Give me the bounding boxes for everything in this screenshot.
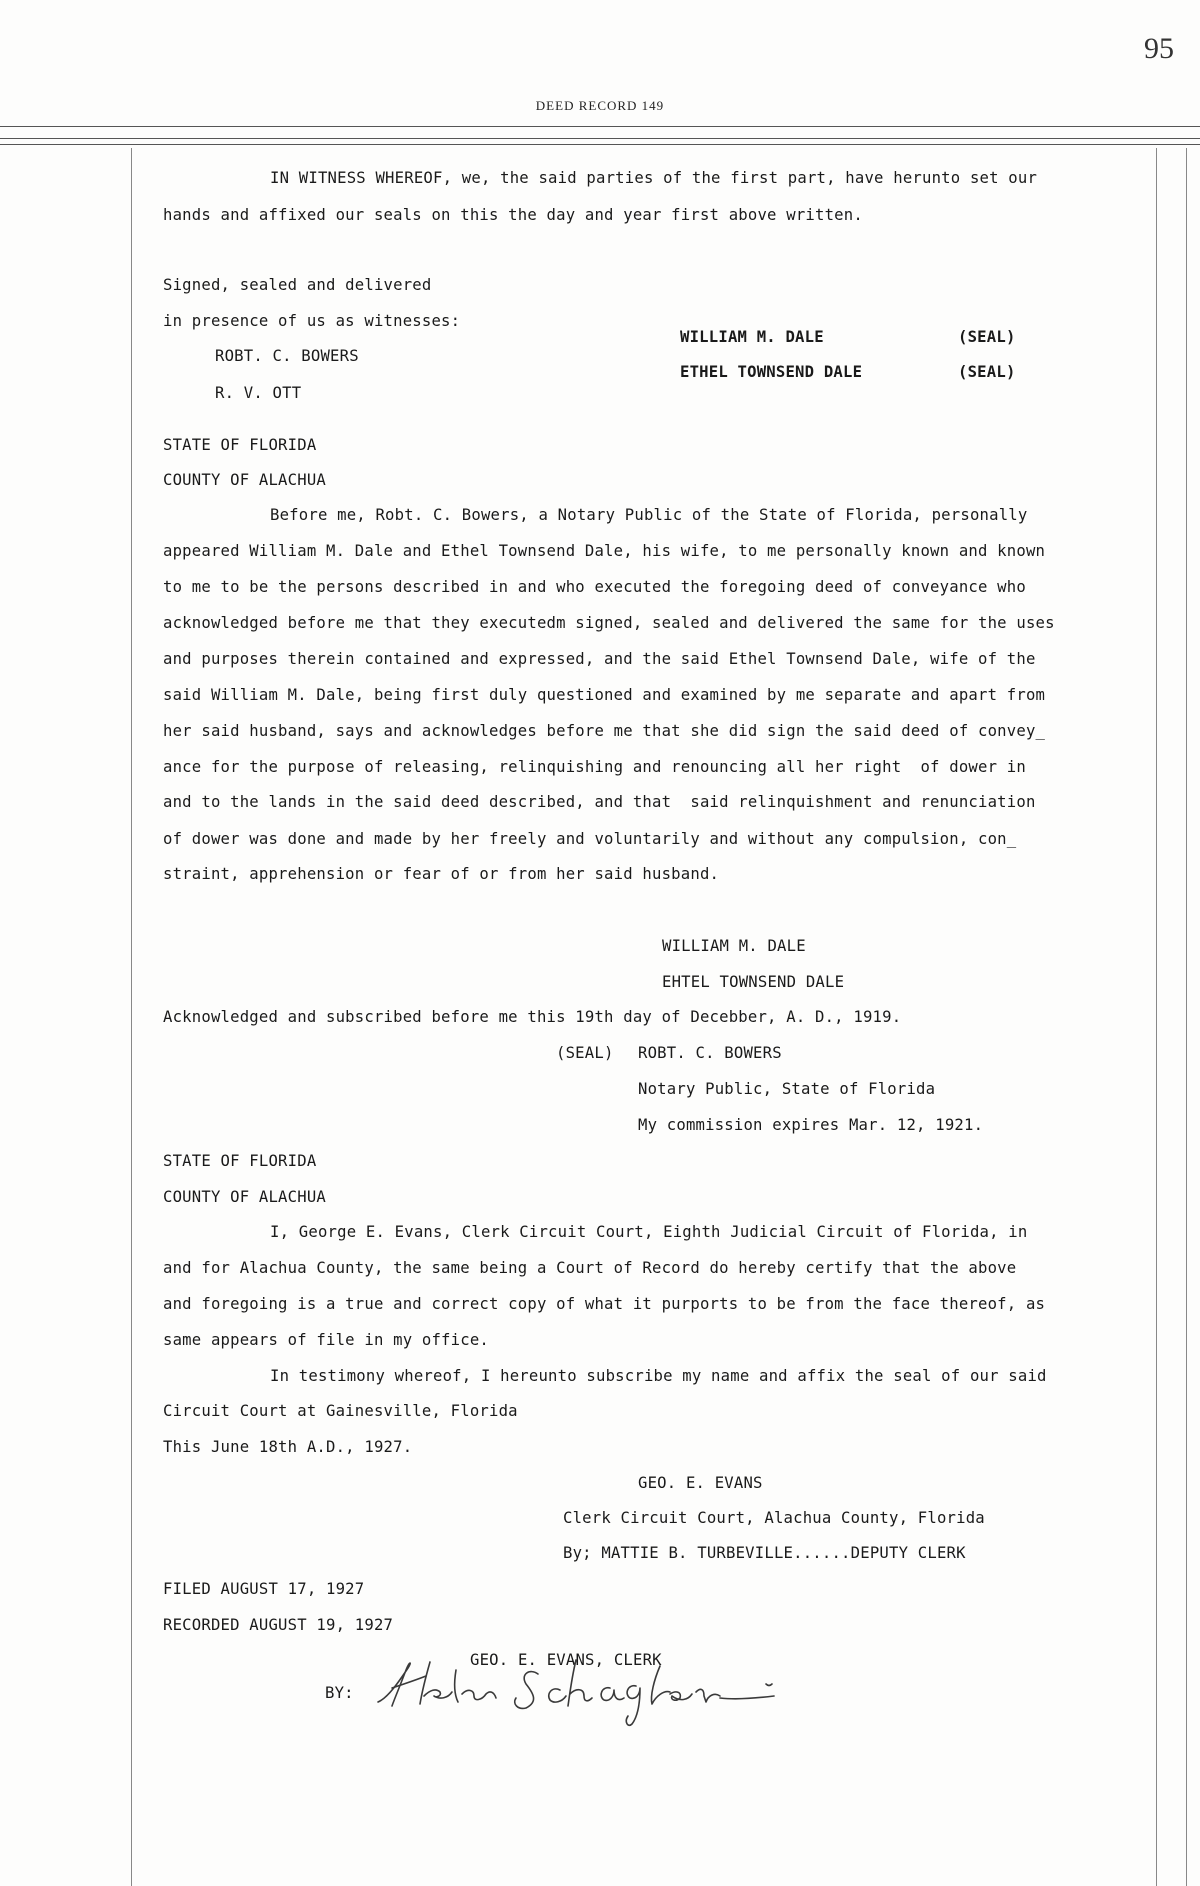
right-margin-line [1156,148,1157,1886]
attestation-line-1: Signed, sealed and delivered [163,276,432,294]
header-rule-top [0,126,1200,127]
ack-signer-1: WILLIAM M. DALE [662,937,806,955]
recorded-date: RECORDED AUGUST 19, 1927 [163,1616,394,1634]
ack-body-line: ance for the purpose of releasing, relinquishing and renouncing all her right of dower in [163,758,1026,776]
attestation-line-2: in presence of us as witnesses: [163,312,461,330]
clerk-title: Clerk Circuit Court, Alachua County, Florida [563,1509,985,1527]
notary-seal: (SEAL) [556,1044,614,1062]
ack-subscribed: Acknowledged and subscribed before me this 19th day of Decebber, A. D., 1919. [163,1008,902,1026]
cert-testimony-line: In testimony whereof, I hereunto subscribe my name and affix the seal of our said [270,1367,1047,1385]
running-head: DEED RECORD 149 [535,98,665,113]
testimonium-line-1: IN WITNESS WHEREOF, we, the said parties of the first part, have herunto set our [270,169,1038,187]
filing-clerk: GEO. E. EVANS, CLERK [470,1651,662,1669]
cert-body-line: same appears of file in my office. [163,1331,489,1349]
grantor-1-seal: (SEAL) [958,328,1016,346]
cert-body-line: and for Alachua County, the same being a Court of Record do hereby certify that the above [163,1259,1017,1277]
ack-body-line: to me to be the persons described in and who executed the foregoing deed of conveyance who [163,578,1026,596]
ack-signer-2: EHTEL TOWNSEND DALE [662,973,845,991]
ack-body-line: and to the lands in the said deed described, and that said relinquishment and renunciation [163,793,1036,811]
ack-body-line: straint, apprehension or fear of or from her said husband. [163,865,720,883]
clerk-name: GEO. E. EVANS [638,1474,763,1492]
filed-date: FILED AUGUST 17, 1927 [163,1580,365,1598]
ack-body-line: appeared William M. Dale and Ethel Townsend Dale, his wife, to me personally known and known [163,542,1046,560]
header-rule-bottom [0,144,1200,145]
handwritten-signature [370,1640,790,1730]
notary-commission: My commission expires Mar. 12, 1921. [638,1116,984,1134]
witness-2: R. V. OTT [215,384,302,402]
ack-body-line: acknowledged before me that they executedm signed, sealed and delivered the same for the uses [163,614,1055,632]
ack-body-line: said William M. Dale, being first duly questioned and examined by me separate and apart from [163,686,1046,704]
ack-state: STATE OF FLORIDA [163,436,317,454]
ack-body-line: of dower was done and made by her freely and voluntarily and without any compulsion, con_ [163,830,1017,848]
deputy-clerk: By; MATTIE B. TURBEVILLE......DEPUTY CLERK [563,1544,966,1562]
ack-body-line: Before me, Robt. C. Bowers, a Notary Public of the State of Florida, personally [270,506,1028,524]
cert-testimony-line: Circuit Court at Gainesville, Florida [163,1402,518,1420]
ack-body-line: and purposes therein contained and expressed, and the said Ethel Townsend Dale, wife of the [163,650,1036,668]
cert-body-line: I, George E. Evans, Clerk Circuit Court, Eighth Judicial Circuit of Florida, in [270,1223,1028,1241]
grantor-2-name: ETHEL TOWNSEND DALE [680,363,863,381]
testimonium-line-2: hands and affixed our seals on this the day and year first above written. [163,206,863,224]
ack-body-line: her said husband, says and acknowledges before me that she did sign the said deed of convey_ [163,722,1046,740]
grantor-2-seal: (SEAL) [958,363,1016,381]
notary-name: ROBT. C. BOWERS [638,1044,782,1062]
witness-1: ROBT. C. BOWERS [215,347,359,365]
grantor-1-name: WILLIAM M. DALE [680,328,824,346]
ack-county: COUNTY OF ALACHUA [163,471,326,489]
cert-county: COUNTY OF ALACHUA [163,1188,326,1206]
cert-body-line: and foregoing is a true and correct copy of what it purports to be from the face thereof, as [163,1295,1046,1313]
filing-by-label: BY: [325,1684,354,1702]
cert-testimony-line: This June 18th A.D., 1927. [163,1438,413,1456]
right-margin-line-outer [1186,148,1187,1886]
left-margin-line [131,148,132,1886]
notary-title: Notary Public, State of Florida [638,1080,936,1098]
page-number: 95 [1144,32,1174,65]
header-rule-mid [0,138,1200,139]
cert-state: STATE OF FLORIDA [163,1152,317,1170]
